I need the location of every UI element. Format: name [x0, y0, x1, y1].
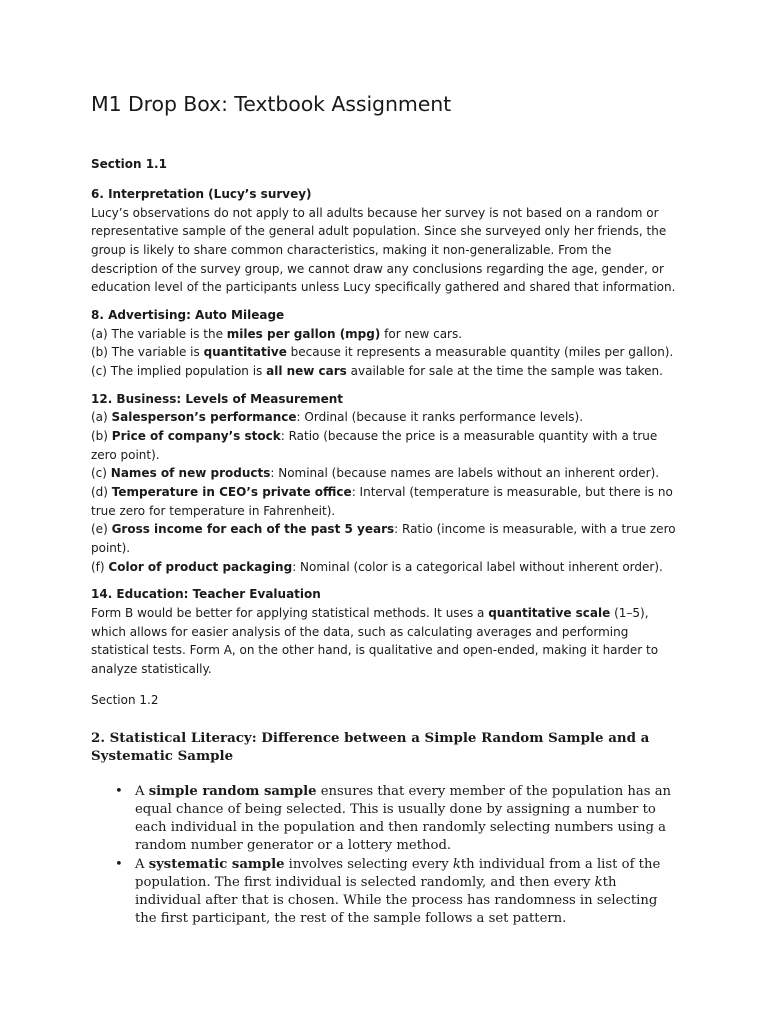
section-1-1-label: Section 1.1	[91, 157, 167, 171]
answer-text: th individual from a list of the population. The first individual is selected randomly, and then every	[135, 856, 661, 890]
question-8-answer-b	[91, 343, 680, 362]
question-12	[91, 390, 680, 577]
answer-key-term: Names of new products	[110, 466, 271, 481]
answer-key-term: quantitative	[203, 345, 287, 360]
answer-key-term: Price of company’s stock	[111, 428, 281, 443]
answer-text: (e)	[91, 522, 112, 537]
question-6	[91, 185, 680, 297]
question-14	[91, 585, 680, 678]
italic-variable: k	[594, 874, 603, 890]
answer-text: : Ratio (income is measurable, with a true zero point).	[91, 522, 676, 556]
italic-variable: k	[452, 856, 461, 872]
question-2-heading: 2. Statistical Literacy: Difference between a Simple Random Sample and a Systematic Sample	[91, 729, 650, 765]
question-2-bullet-list	[91, 783, 680, 929]
answer-key-term: miles per gallon (mpg)	[226, 326, 381, 341]
answer-text: th individual after that is chosen. While the process has randomness in selecting the first participant, the rest of the sample follows a set pattern.	[135, 874, 658, 927]
answer-text: (c) The implied population is	[91, 363, 267, 378]
answer-text: : Nominal (because names are labels without an inherent order).	[270, 466, 660, 481]
bullet-icon: •	[115, 856, 123, 872]
answer-text: (c)	[91, 466, 111, 481]
answer-key-term: simple random sample	[148, 783, 317, 799]
question-6-body: Lucy’s observations do not apply to all adults because her survey is not based on a random or representative sample of the general adult population. Since she surveyed only her friends, the group is likely to share common characteristics, making it non-generalizable. From the description of the survey group, we cannot draw any conclusions regarding the age, gender, or education level of the participants unless Lucy specifically gathered and shared that information.	[91, 205, 676, 295]
answer-key-term: systematic sample	[148, 856, 285, 872]
answer-text: : Ordinal (because it ranks performance levels).	[296, 410, 584, 425]
answer-key-term: Temperature in CEO’s private office	[111, 484, 352, 499]
question-12-answer-b	[91, 427, 680, 464]
answer-text: because it represents a measurable quantity (miles per gallon).	[286, 345, 674, 360]
bullet-icon: •	[115, 783, 123, 799]
question-12-answer-d	[91, 483, 680, 520]
question-14-heading: 14. Education: Teacher Evaluation	[91, 587, 321, 602]
question-8-heading: 8. Advertising: Auto Mileage	[91, 308, 285, 323]
answer-text: for new cars.	[380, 326, 463, 341]
answer-text: (a) The variable is the	[91, 326, 227, 341]
answer-text: (1–5), which allows for easier analysis of the data, such as calculating averages and performing statistical tests. Form A, on the other hand, is qualitative and open-ended, making it harder to analyze statistically.	[91, 605, 659, 677]
answer-text: involves selecting every	[284, 856, 453, 872]
answer-text: available for sale at the time the sample was taken.	[346, 363, 663, 378]
question-8-answer-a	[91, 325, 680, 344]
answer-text: : Interval (temperature is measurable, but there is no true zero for temperature in Fahrenheit).	[91, 484, 673, 518]
question-12-answer-f	[91, 558, 680, 577]
answer-key-term: all new cars	[266, 363, 347, 378]
answer-text: (d)	[91, 484, 112, 499]
answer-text: : Ratio (because the price is a measurable quantity with a true zero point).	[91, 428, 658, 462]
list-item	[115, 783, 680, 856]
question-8	[91, 306, 680, 381]
question-12-heading: 12. Business: Levels of Measurement	[91, 391, 343, 406]
answer-text: Form B would be better for applying statistical methods. It uses a	[91, 605, 489, 620]
answer-text: (a)	[91, 410, 112, 425]
answer-text: A	[135, 783, 149, 799]
answer-key-term: Color of product packaging	[108, 559, 293, 574]
question-12-answer-a	[91, 408, 680, 427]
answer-key-term: quantitative scale	[488, 605, 611, 620]
answer-text: ensures that every member of the population has an equal chance of being selected. This is usually done by assigning a number to each individual in the population and then randomly selecting numbers using a random number generator or a lottery method.	[135, 783, 672, 854]
answer-text: A	[135, 856, 149, 872]
question-12-answer-e	[91, 520, 680, 557]
answer-key-term: Gross income for each of the past 5 years	[111, 522, 395, 537]
page-title: M1 Drop Box: Textbook Assignment	[91, 92, 452, 116]
list-item	[115, 856, 680, 929]
answer-text: (b) The variable is	[91, 345, 204, 360]
question-14-body	[91, 604, 680, 679]
question-8-answer-c	[91, 362, 680, 381]
answer-key-term: Salesperson’s performance	[111, 410, 297, 425]
answer-text: (f)	[91, 559, 109, 574]
answer-text: : Nominal (color is a categorical label without inherent order).	[292, 559, 663, 574]
question-6-heading: 6. Interpretation (Lucy’s survey)	[91, 187, 312, 201]
section-1-2-label: Section 1.2	[91, 692, 159, 707]
question-12-answer-c	[91, 464, 680, 483]
answer-text: (b)	[91, 428, 112, 443]
